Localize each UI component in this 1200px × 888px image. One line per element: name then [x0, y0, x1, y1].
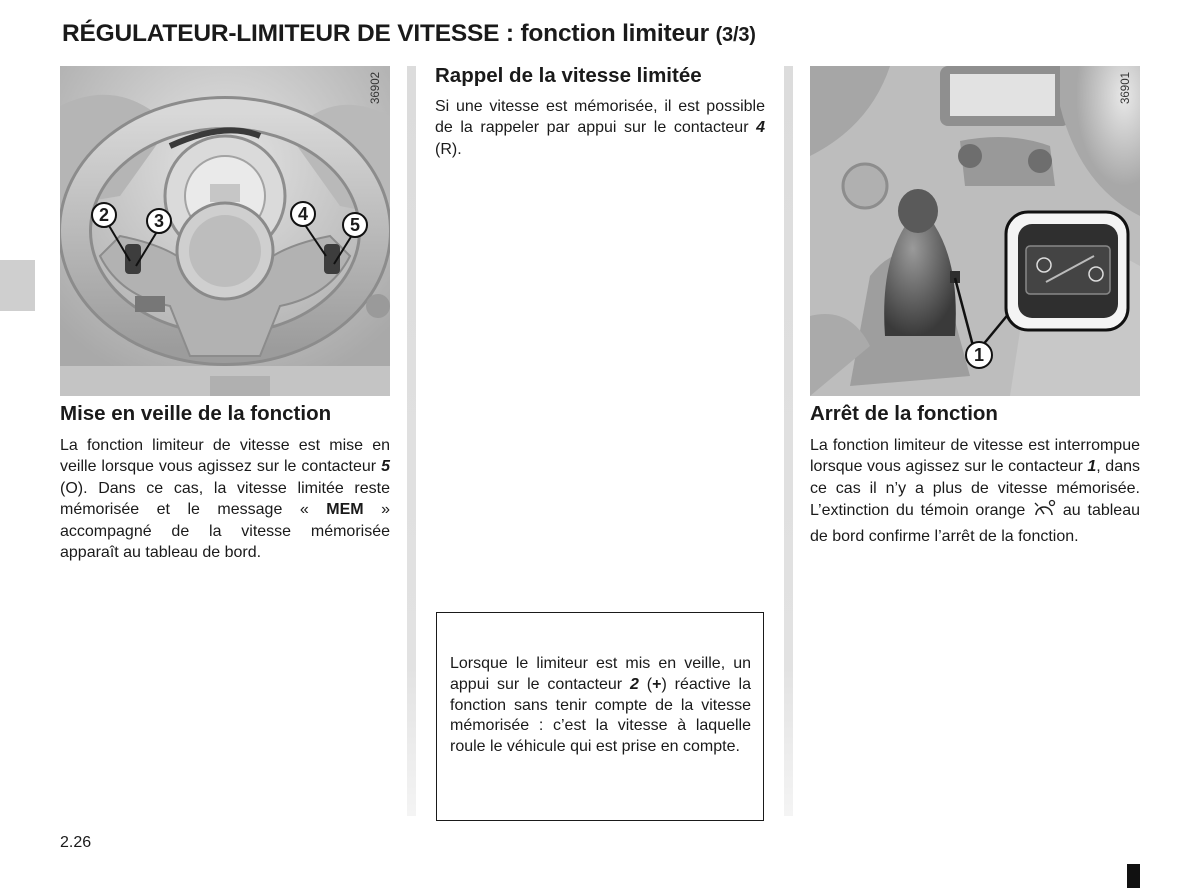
section-heading-stop: Arrêt de la fonction [810, 402, 998, 425]
stop-paragraph: La fonction limiteur de vitesse est interrompue lorsque vous agissez sur le contacteur 1, dans ce cas il n’y a plus de vitesse mémorisée. L’extinction du témoin orange au tableau de bord confirme l’arrêt de la fonction. [810, 437, 1140, 545]
callout-1: 1 [965, 341, 993, 369]
section-heading-standby: Mise en veille de la fonction [60, 402, 332, 425]
page-number: 2.26 [60, 834, 92, 851]
page-edge-marker [1127, 864, 1140, 888]
section-tab [0, 260, 35, 311]
page-part: (3/3) [715, 24, 756, 46]
note-text: Lorsque le limiteur est mis en veille, un appui sur le contacteur 2 (+) réactive la fonction sans tenir compte de la vitesse mémorisée : c’est la vitesse à laquelle roule le véhicule qui est prise en compte. [450, 655, 751, 756]
callout-5: 5 [342, 212, 368, 238]
image-reference: 36901 [1120, 72, 1132, 104]
column-divider [407, 66, 416, 816]
image-reference: 36902 [370, 72, 382, 104]
column-divider [784, 66, 793, 816]
callout-3: 3 [146, 208, 172, 234]
steering-wheel-illustration [60, 66, 390, 396]
gear-console-illustration [810, 66, 1140, 396]
page-title: RÉGULATEUR-LIMITEUR DE VITESSE : fonction limiteur (3/3) [62, 20, 756, 47]
recall-paragraph: Si une vitesse est mémorisée, il est possible de la rappeler par appui sur le contacteur 4 (R). [435, 98, 765, 158]
standby-paragraph: La fonction limiteur de vitesse est mise en veille lorsque vous agissez sur le contacteur 5 (O). Dans ce cas, la vitesse limitée reste mémorisée et le message « MEM » accompagné de la vitesse mémorisée apparaît au tableau de bord. [60, 437, 390, 562]
section-heading-recall: Rappel de la vitesse limitée [435, 64, 702, 87]
callout-4: 4 [290, 201, 316, 227]
callout-2: 2 [91, 202, 117, 228]
speed-limiter-warning-icon [1032, 499, 1056, 525]
